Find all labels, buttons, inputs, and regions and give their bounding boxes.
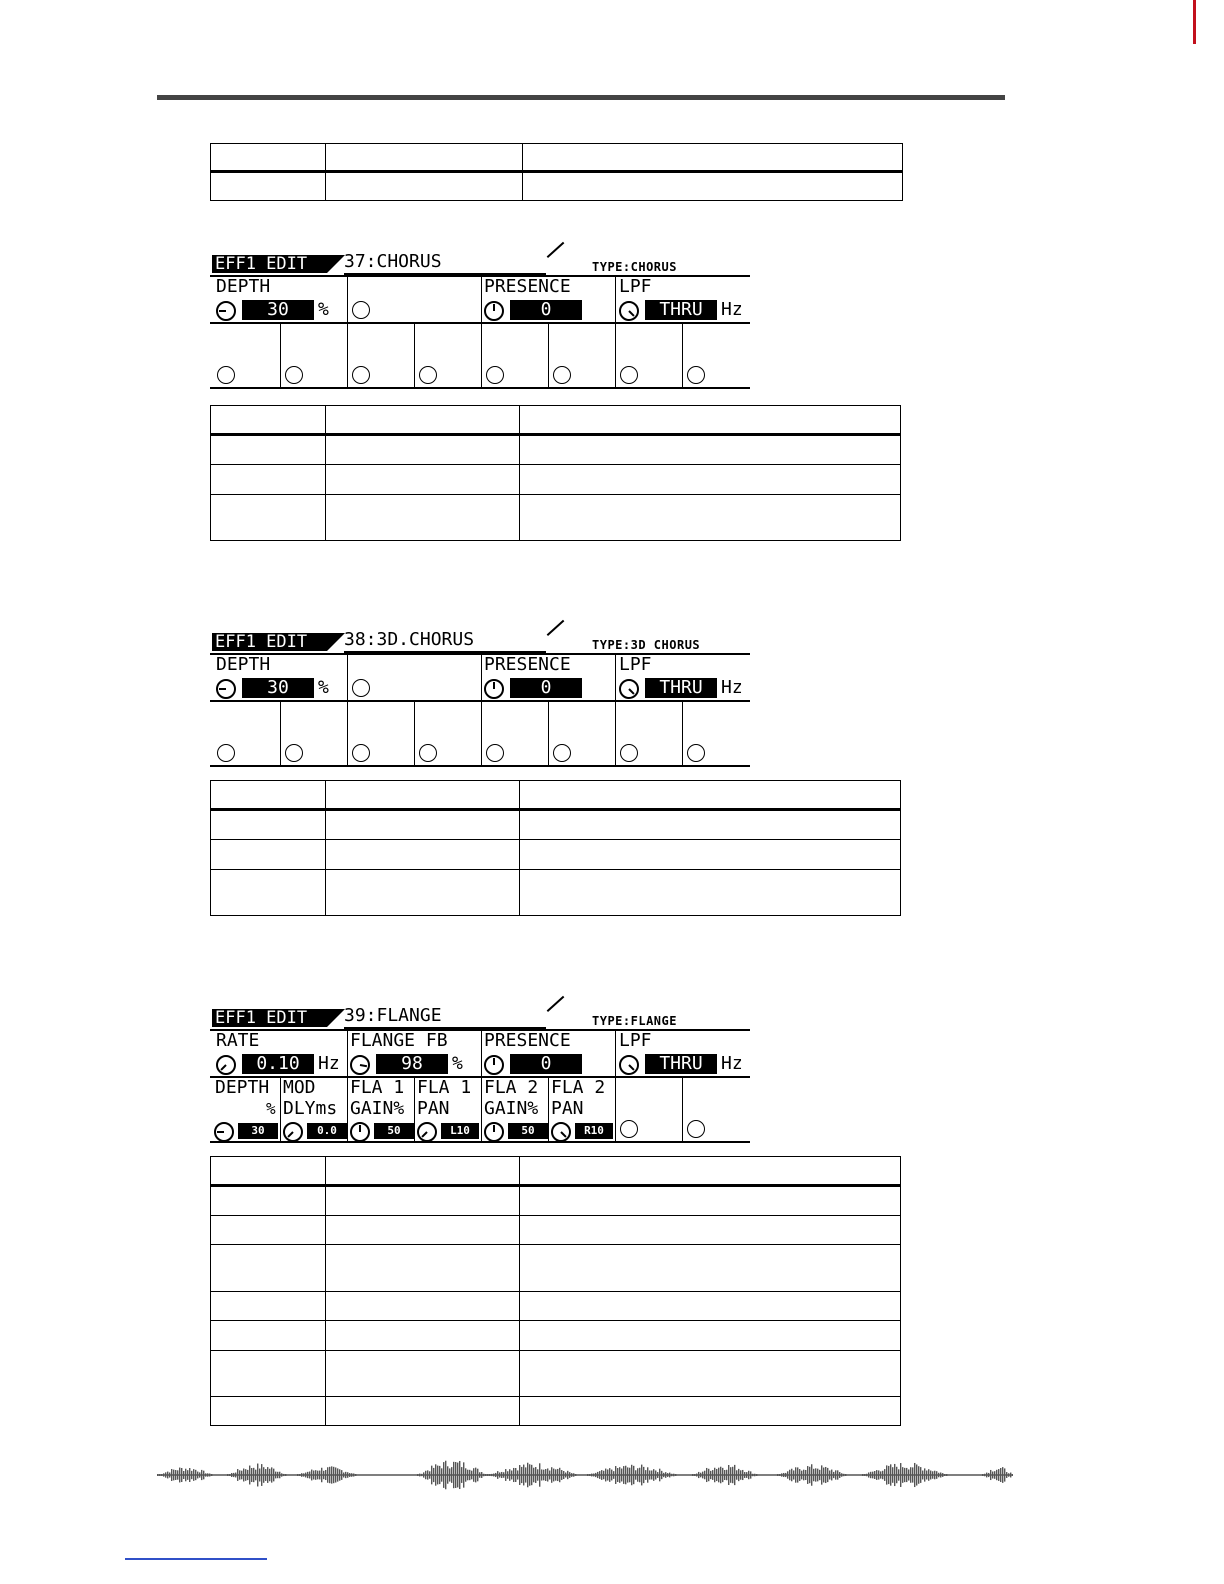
lower-param-unit: % — [266, 1099, 276, 1118]
parameter-table-continued — [210, 143, 903, 201]
lcd-screen-chorus — [210, 252, 750, 392]
empty-knob-icon[interactable] — [486, 744, 504, 762]
empty-knob-icon[interactable] — [553, 744, 571, 762]
lpf-knob-icon[interactable] — [619, 301, 639, 321]
flange-fb-label: FLANGE FB — [350, 1030, 448, 1051]
lower-param-unit: GAIN% — [350, 1098, 405, 1119]
depth-unit: % — [318, 677, 329, 698]
footer-link-underline — [125, 1558, 267, 1560]
lpf-unit: Hz — [721, 677, 743, 698]
lpf-unit: Hz — [721, 1053, 743, 1074]
rate-label: RATE — [216, 1030, 260, 1051]
empty-knob-icon[interactable] — [352, 301, 370, 319]
lower-param-value: R10 — [575, 1123, 613, 1139]
empty-knob-icon[interactable] — [352, 366, 370, 384]
rate-knob-icon[interactable] — [216, 1055, 236, 1075]
rate-unit: Hz — [318, 1053, 340, 1074]
fla1-gain-knob-icon[interactable] — [350, 1122, 370, 1142]
page-edge-marker — [1193, 0, 1196, 44]
lower-param-label: DEPTH — [215, 1077, 270, 1098]
lpf-knob-icon[interactable] — [619, 679, 639, 699]
fla2-gain-knob-icon[interactable] — [484, 1122, 504, 1142]
depth-label: DEPTH — [216, 654, 271, 675]
depth-value: 30 — [242, 300, 314, 320]
lower-param-label: FLA 2 — [484, 1077, 539, 1098]
empty-knob-icon[interactable] — [553, 366, 571, 384]
empty-knob-icon[interactable] — [620, 366, 638, 384]
lower-param-unit: PAN — [417, 1098, 450, 1119]
lower-param-unit: GAIN% — [484, 1098, 539, 1119]
empty-knob-icon[interactable] — [285, 366, 303, 384]
empty-knob-icon[interactable] — [352, 679, 370, 697]
lpf-value: THRU — [645, 1054, 717, 1074]
empty-knob-icon[interactable] — [620, 1120, 638, 1138]
lower-param-value: 50 — [374, 1123, 414, 1139]
lower-param-unit: PAN — [551, 1098, 584, 1119]
depth-knob-icon[interactable] — [216, 679, 236, 699]
empty-knob-icon[interactable] — [486, 366, 504, 384]
lower-param-value: 50 — [508, 1123, 548, 1139]
depth-knob-icon[interactable] — [214, 1122, 234, 1142]
depth-value: 30 — [242, 678, 314, 698]
presence-knob-icon[interactable] — [484, 301, 504, 321]
flange-fb-unit: % — [452, 1053, 463, 1074]
waveform-decoration — [157, 1455, 1013, 1495]
lower-param-unit: DLYms — [283, 1098, 338, 1119]
presence-value: 0 — [510, 300, 582, 320]
empty-knob-icon[interactable] — [419, 744, 437, 762]
empty-knob-icon[interactable] — [620, 744, 638, 762]
lcd-effect-type: TYPE:FLANGE — [592, 1014, 677, 1028]
fla1-pan-knob-icon[interactable] — [417, 1122, 437, 1142]
lower-param-value: L10 — [441, 1123, 479, 1139]
presence-label: PRESENCE — [484, 654, 571, 675]
lpf-unit: Hz — [721, 299, 743, 320]
presence-label: PRESENCE — [484, 1030, 571, 1051]
empty-knob-icon[interactable] — [687, 1120, 705, 1138]
lcd-effect-title: 39:FLANGE — [344, 1005, 442, 1026]
empty-knob-icon[interactable] — [217, 366, 235, 384]
lpf-knob-icon[interactable] — [619, 1055, 639, 1075]
parameter-table-3d-chorus — [210, 780, 901, 916]
lcd-tab-label: EFF1 EDIT — [212, 255, 327, 273]
lcd-tab-label: EFF1 EDIT — [212, 633, 327, 651]
presence-value: 0 — [510, 678, 582, 698]
lower-param-label: FLA 1 — [350, 1077, 405, 1098]
empty-knob-icon[interactable] — [285, 744, 303, 762]
depth-label: DEPTH — [216, 276, 271, 297]
depth-unit: % — [318, 299, 329, 320]
empty-knob-icon[interactable] — [687, 744, 705, 762]
lcd-screen-3d-chorus — [210, 630, 750, 770]
lower-param-value: 0.0 — [307, 1123, 347, 1139]
flange-fb-value: 98 — [376, 1054, 448, 1074]
empty-knob-icon[interactable] — [352, 744, 370, 762]
empty-knob-icon[interactable] — [217, 744, 235, 762]
presence-label: PRESENCE — [484, 276, 571, 297]
header-rule — [157, 95, 1005, 100]
lpf-label: LPF — [619, 276, 652, 297]
empty-knob-icon[interactable] — [419, 366, 437, 384]
parameter-table-flange — [210, 1156, 901, 1426]
lcd-screen-flange — [210, 1006, 750, 1146]
parameter-table-chorus — [210, 405, 901, 541]
lcd-tab-label: EFF1 EDIT — [212, 1009, 327, 1027]
lpf-label: LPF — [619, 1030, 652, 1051]
mod-delay-knob-icon[interactable] — [283, 1122, 303, 1142]
lcd-effect-title: 38:3D.CHORUS — [344, 629, 475, 650]
lower-param-label: MOD — [283, 1077, 316, 1098]
presence-value: 0 — [510, 1054, 582, 1074]
lpf-label: LPF — [619, 654, 652, 675]
lower-param-value: 30 — [238, 1123, 278, 1139]
lower-param-label: FLA 1 — [417, 1077, 472, 1098]
lpf-value: THRU — [645, 678, 717, 698]
empty-knob-icon[interactable] — [687, 366, 705, 384]
lcd-effect-type: TYPE:CHORUS — [592, 260, 677, 274]
lcd-effect-title: 37:CHORUS — [344, 251, 442, 272]
lpf-value: THRU — [645, 300, 717, 320]
presence-knob-icon[interactable] — [484, 1055, 504, 1075]
lower-param-label: FLA 2 — [551, 1077, 606, 1098]
lcd-effect-type: TYPE:3D CHORUS — [592, 638, 701, 652]
rate-value: 0.10 — [242, 1054, 314, 1074]
depth-knob-icon[interactable] — [216, 301, 236, 321]
flange-fb-knob-icon[interactable] — [350, 1055, 370, 1075]
presence-knob-icon[interactable] — [484, 679, 504, 699]
fla2-pan-knob-icon[interactable] — [551, 1122, 571, 1142]
